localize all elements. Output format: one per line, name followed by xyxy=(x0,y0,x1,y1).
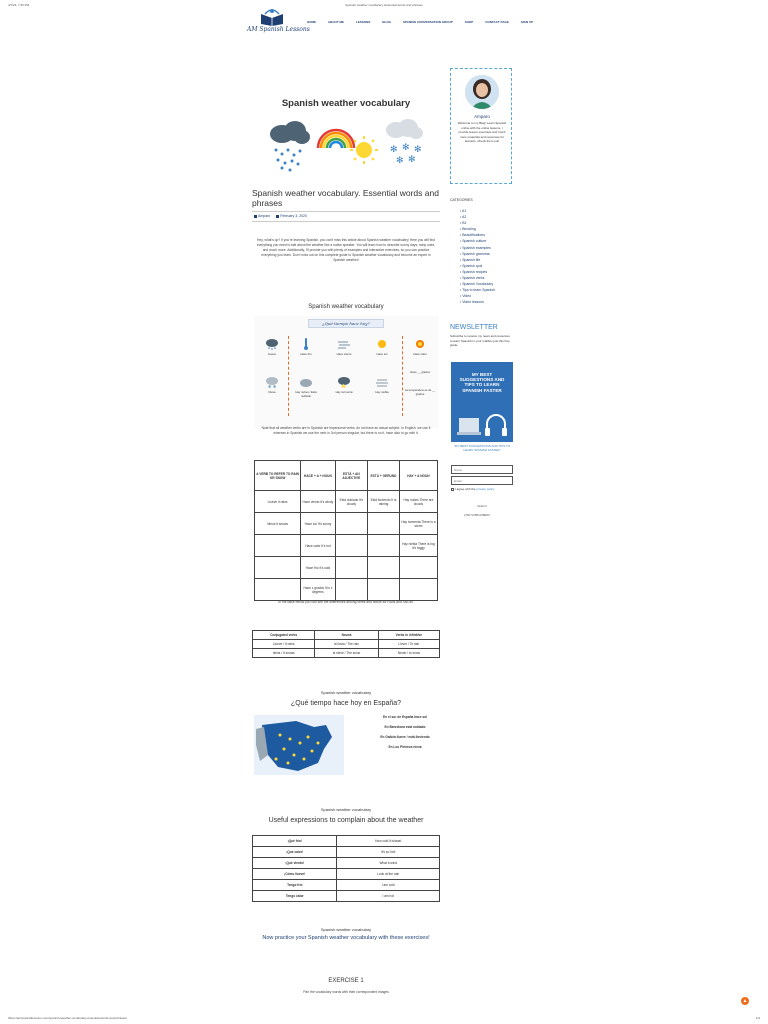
vocab-cold: Hace frío xyxy=(290,338,322,356)
table-cell: ¡Qué frío! xyxy=(253,836,337,847)
newsletter-text: Subscribe to receive my news and resources to learn Spanish in your mailbox just this free guide. xyxy=(450,334,510,347)
section-small-label: Spanish weather vocabulary xyxy=(320,807,372,812)
hero-image xyxy=(252,70,440,178)
table-cell xyxy=(335,535,368,557)
map-line: En Galicia llueve / está lloviendo xyxy=(380,735,430,739)
guide-banner[interactable] xyxy=(451,362,513,442)
category-link[interactable]: • B1 xyxy=(460,220,518,226)
nav-about[interactable]: ABOUT ME xyxy=(328,20,344,24)
vocab-storm: Hay tormenta xyxy=(328,376,360,394)
hot-sun-icon xyxy=(413,338,427,350)
table-cell: ¡Qué viento! xyxy=(253,858,337,869)
table-row xyxy=(253,836,440,847)
category-link[interactable]: • Tips to learn Spanish xyxy=(460,287,518,293)
snow-icon xyxy=(265,376,279,388)
title-divider xyxy=(252,211,440,212)
table-cell xyxy=(335,557,368,579)
sun-icon xyxy=(375,338,389,350)
table-cell: Hace viento It's windy xyxy=(301,491,335,513)
nav-contact[interactable]: CONTACT PAGE xyxy=(485,20,509,24)
table-row xyxy=(253,869,440,880)
table-row xyxy=(255,579,438,601)
vocab-hot: Hace calor xyxy=(404,338,436,356)
verbs-nouns-table xyxy=(252,630,440,658)
vocab-wind: Hace viento xyxy=(328,338,360,356)
wind-icon xyxy=(337,338,351,350)
table-header: ESTÁ + AN ADJECTIVE xyxy=(335,461,368,491)
banner-caption: "MY BEST SUGGESTIONS AND TIPS TO LEARN SPANISH FASTER" xyxy=(453,444,511,453)
svg-text:✻: ✻ xyxy=(268,384,272,388)
category-link[interactable]: • Spanish culture xyxy=(460,238,518,244)
about-widget xyxy=(450,68,512,184)
table-cell: I am hot xyxy=(337,891,440,902)
vocab-question: ¿Qué tiempo hace hoy? xyxy=(308,319,384,328)
practice-heading: Now practice your Spanish weather vocabulary with these exercises! xyxy=(262,935,430,941)
rain-cloud-icon xyxy=(270,121,310,172)
site-logo[interactable] xyxy=(245,8,310,38)
scroll-top-button[interactable]: ▲ xyxy=(742,998,748,1004)
print-date: 4/7/24, 7:46 PM xyxy=(8,3,30,7)
table-header: ESTÁ + GERUND xyxy=(368,461,400,491)
table-cell xyxy=(368,579,400,601)
table-row xyxy=(255,535,438,557)
table-cell: Llueve It rains xyxy=(255,491,301,513)
subscriber-count: 2,560 SUBSCRIBERS xyxy=(464,514,490,517)
nav-home[interactable]: HOME xyxy=(307,20,316,24)
sun-icon xyxy=(350,136,378,164)
table-cell: How cold it is/was! xyxy=(337,836,440,847)
thermometer-cold-icon xyxy=(299,338,313,350)
table-cell xyxy=(368,557,400,579)
table-row xyxy=(255,557,438,579)
table-header-row xyxy=(253,631,440,640)
category-link[interactable]: • Spanish quiz xyxy=(460,263,518,269)
vocab-cloudy: Hay nubes / Está nublado xyxy=(290,376,322,398)
nav-blog[interactable]: BLOG xyxy=(382,20,392,24)
post-author[interactable]: Amparo xyxy=(254,214,270,218)
table-header: A VERB TO REFER TO RAIN OR SNOW xyxy=(255,461,301,491)
logo-text: AM Spanish Lessons xyxy=(247,26,310,33)
spain-weather-map xyxy=(254,715,344,775)
table-row xyxy=(255,491,438,513)
table-cell: I am cold xyxy=(337,880,440,891)
table-row xyxy=(253,847,440,858)
svg-text:✻: ✻ xyxy=(396,156,404,166)
site-header xyxy=(245,8,535,40)
table-header: Verbs in infinitive xyxy=(378,631,439,640)
print-page: 1/4 xyxy=(755,1016,760,1020)
table-row xyxy=(253,649,440,658)
table-header: HACE + A + NOUN xyxy=(301,461,335,491)
category-link[interactable]: • A2 xyxy=(460,214,518,220)
table-cell: Llueve / It rains xyxy=(253,640,315,649)
category-link[interactable]: • Spanish grammar xyxy=(460,251,518,257)
vocab-snow: ✻ ✻ Nieva xyxy=(256,376,288,394)
table-header: Conjugated verbs xyxy=(253,631,315,640)
table-cell xyxy=(399,557,437,579)
table-cell: Hace x grados It is x degrees xyxy=(301,579,335,601)
dashed-divider xyxy=(402,336,403,416)
map-line: En Los Pirineos nieva xyxy=(388,745,422,749)
svg-text:✻: ✻ xyxy=(273,384,277,388)
table-cell: Hay niebla There is fog It's foggy xyxy=(399,535,437,557)
cloud-icon xyxy=(299,376,313,388)
table-cell: nieva / It snows xyxy=(253,649,315,658)
meta-divider xyxy=(252,221,440,222)
section-heading-spain: ¿Qué tiempo hace hoy en España? xyxy=(290,700,402,707)
table-cell xyxy=(368,513,400,535)
table-cell: Look at the rain xyxy=(337,869,440,880)
table-cell xyxy=(255,579,301,601)
rain-icon xyxy=(265,338,279,350)
table-header: HAY + A NOUN xyxy=(399,461,437,491)
name-field[interactable] xyxy=(451,465,513,474)
complain-expressions-table xyxy=(252,835,440,902)
post-meta xyxy=(254,214,307,218)
category-link[interactable]: • Beooling xyxy=(460,226,518,232)
table-cell: la lluvia / The rain xyxy=(315,640,378,649)
category-link[interactable]: • Spanish life xyxy=(460,257,518,263)
categories-list xyxy=(460,208,518,306)
nav-shop[interactable]: SHOP xyxy=(464,20,474,24)
table-row xyxy=(253,640,440,649)
table-cell: What a wind xyxy=(337,858,440,869)
table-cell: ¡Cómo llueve! xyxy=(253,869,337,880)
calendar-icon xyxy=(276,215,279,218)
nav-signup[interactable]: SIGN UP xyxy=(520,20,534,24)
vocab-rain: Llueve xyxy=(256,338,288,356)
map-line: En el sur de España hace sol xyxy=(383,715,427,719)
exercise-instructions: Pair the vocabulary words with their correspondent images xyxy=(303,990,389,994)
vocab-degrees: Hace __ grados xyxy=(410,370,430,374)
table-cell: la nieve / The snow xyxy=(315,649,378,658)
category-link[interactable]: • Spanish recipes xyxy=(460,269,518,275)
category-link[interactable]: • Beautifications xyxy=(460,232,518,238)
fog-icon xyxy=(375,376,389,388)
category-link[interactable]: • Spanish verbs xyxy=(460,275,518,281)
table-row xyxy=(253,891,440,902)
category-link[interactable]: • Video xyxy=(460,293,518,299)
category-link[interactable]: • Video lessons xyxy=(460,299,518,305)
table-row xyxy=(253,858,440,869)
category-link[interactable]: • Spanish examples xyxy=(460,245,518,251)
section-small-label: Spanish weather vocabulary xyxy=(320,690,372,695)
table-cell: ¡Qué calor! xyxy=(253,847,337,858)
storm-icon xyxy=(337,376,351,388)
table-header: Nouns xyxy=(315,631,378,640)
post-title: Spanish weather vocabulary. Essential words and phrases xyxy=(252,188,439,208)
category-link[interactable]: • A1 xyxy=(460,208,518,214)
map-line: En Barcelona está nublado xyxy=(384,725,426,729)
table-cell: Está nublado It's cloudy xyxy=(335,491,368,513)
section-small-label: Spanish weather vocabulary xyxy=(320,927,372,932)
note-paragraph: Note that all weather verbs are in Spanish are impersonal verbs, do not have an actual subject. In English, we use it whereas in Spanish we use the verb in 3rd person singular, but there is no it, hace also to go with it. xyxy=(261,426,431,435)
weather-hero-icons xyxy=(262,118,432,174)
table-cell: Hay tormenta There is a storm xyxy=(399,513,437,535)
nav-conversation-group[interactable]: SPANISH CONVERSATION GROUP xyxy=(403,20,453,24)
table-cell: Tengo frío xyxy=(253,880,337,891)
banner-text: MY BEST SUGGESTIONS AND TIPS TO LEARN SPANISH FASTER xyxy=(459,372,505,393)
category-link[interactable]: • Spanish Vocabulary xyxy=(460,281,518,287)
user-icon xyxy=(254,215,257,218)
svg-text:✻: ✻ xyxy=(414,145,422,155)
table-cell: Hace sol It's sunny xyxy=(301,513,335,535)
section-heading-complain: Useful expressions to complain about the weather xyxy=(268,817,424,824)
table-cell: Hay nubes There are clouds xyxy=(399,491,437,513)
snow-cloud-icon xyxy=(386,119,423,166)
table-cell xyxy=(255,557,301,579)
table-cell: Tengo calor xyxy=(253,891,337,902)
table-cell xyxy=(399,579,437,601)
table-cell xyxy=(335,579,368,601)
categories-title: CATEGORIES xyxy=(450,198,473,202)
table-cell: Está lloviendo It is raining xyxy=(368,491,400,513)
print-url: https://amspanishlessons.com/spanish-weather-vocabulary-essential-words-and-phrases/ xyxy=(8,1016,127,1020)
privacy-policy-link[interactable]: privacy policy xyxy=(476,487,495,491)
print-title: Spanish weather vocabulary. Essential words and phrases xyxy=(345,3,423,7)
submit-button[interactable]: Submit xyxy=(477,504,487,508)
table-cell: It's so hot! xyxy=(337,847,440,858)
table2-caption: In the table below you can see the differences among verbs and nouns for RAIN and SNOW. xyxy=(278,600,414,604)
table-cell xyxy=(368,535,400,557)
vocab-sun: Hace sol xyxy=(366,338,398,356)
svg-text:✻: ✻ xyxy=(402,143,410,153)
nav-lessons[interactable]: LESSONS xyxy=(356,20,371,24)
table-cell xyxy=(335,513,368,535)
table-cell: Nieva It snows xyxy=(255,513,301,535)
table-row xyxy=(253,880,440,891)
main-nav xyxy=(301,20,539,24)
table-cell: Hace calor It's hot xyxy=(301,535,335,557)
intro-paragraph: Hey, what's up? If you're learning Spanish, you can't miss this article about Spanish weather vocabulary! Here you will find everything you need to talk about the weather like a native speaker. You will learn how to describe sunny days, rainy ones, and much more. Additionally, I'll provide you with plenty of examples and interactive exercises, so you can practice everything you learn. Don't miss out on this complete guide to Spanish weather vocabulary and become an expert in Spanish weather! xyxy=(256,238,436,262)
section-heading-vocab: Spanish weather vocabulary xyxy=(308,304,384,310)
svg-text:✻: ✻ xyxy=(390,145,398,155)
vocab-temperature: La temperatura es de __ grados xyxy=(404,388,436,396)
about-name: Amparo xyxy=(474,114,490,119)
map-descriptions xyxy=(370,715,440,755)
privacy-checkbox[interactable] xyxy=(451,488,454,491)
laptop-headphones-icon xyxy=(457,408,509,440)
table-cell: Llover / To rain xyxy=(378,640,439,649)
privacy-agreement: I agree with the privacy policy xyxy=(451,487,513,492)
table-header-row xyxy=(255,461,438,491)
exercise-heading: EXERCISE 1 xyxy=(328,978,364,984)
hero-title: Spanish weather vocabulary xyxy=(281,98,411,109)
weather-structures-table xyxy=(254,460,438,601)
avatar xyxy=(465,75,499,109)
table-cell: Hace frío It's cold xyxy=(301,557,335,579)
book-logo-icon xyxy=(259,8,285,26)
post-date[interactable]: February 3, 2020 xyxy=(276,214,307,218)
newsletter-title: NEWSLETTER xyxy=(450,324,498,331)
dashed-divider xyxy=(288,336,289,416)
vocab-infographic xyxy=(254,316,438,428)
email-field[interactable] xyxy=(451,476,513,485)
table-cell xyxy=(255,535,301,557)
svg-text:✻: ✻ xyxy=(408,155,416,165)
about-text: Welcome to my Blog! Learn Spanish online with the online lessons. I provide lesson exercises and much more materials and resources for learners. Check them out! xyxy=(457,121,507,144)
vocab-fog: Hay niebla xyxy=(366,376,398,394)
table-row xyxy=(255,513,438,535)
rainbow-icon xyxy=(318,130,354,148)
table-cell: Nevar / to snow xyxy=(378,649,439,658)
